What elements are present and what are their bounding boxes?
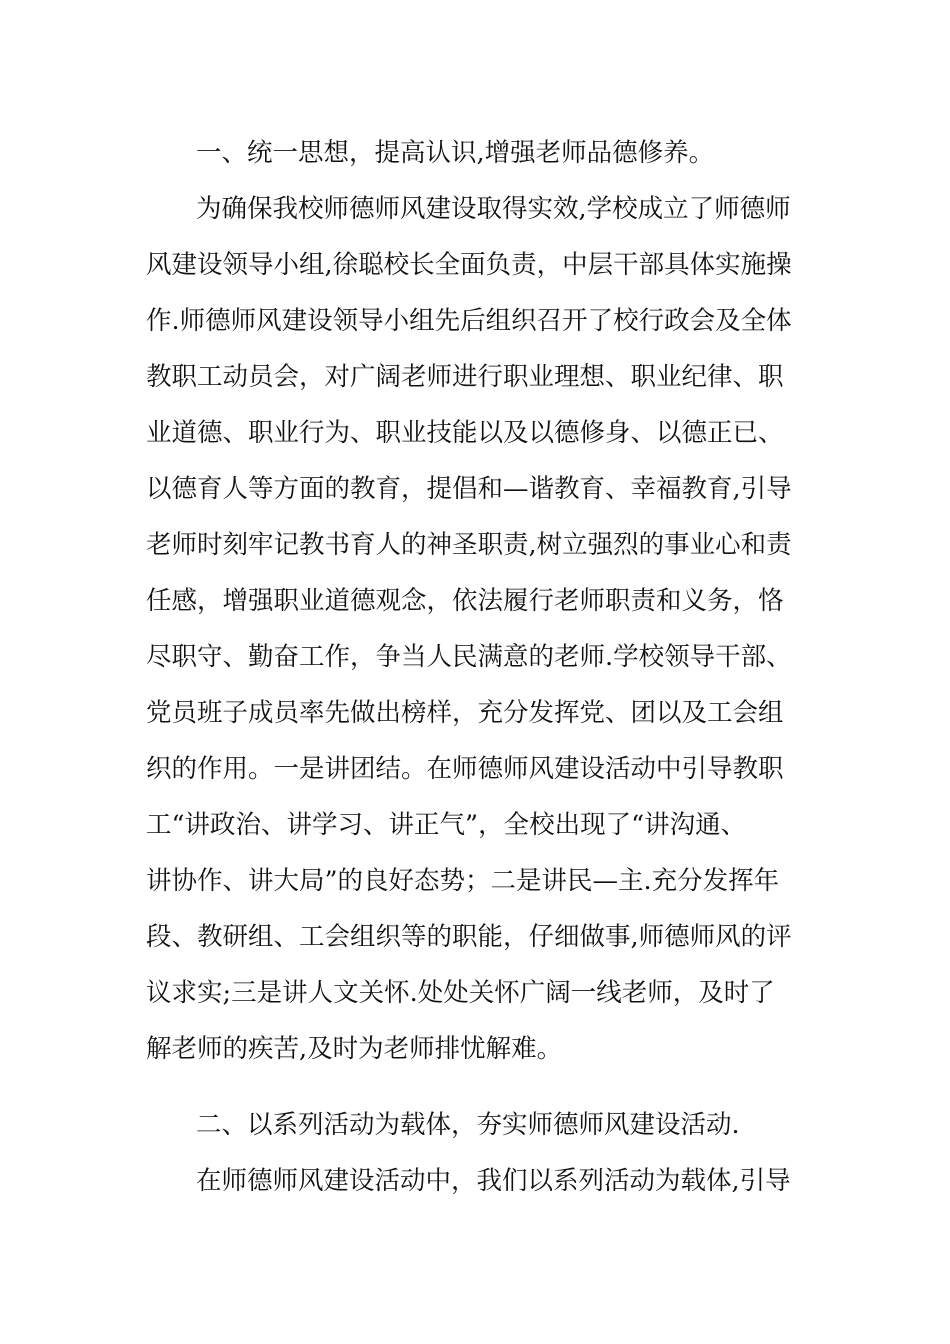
paragraph-line: 业道德、职业行为、职业技能以及以德修身、以德正已、 xyxy=(146,418,784,448)
paragraph-line: 尽职守、勤奋工作，争当人民满意的老师.学校领导干部、 xyxy=(146,642,792,672)
paragraph-line: 工“讲政治、讲学习、讲正气”，全校出现了“讲沟通、 xyxy=(146,810,747,840)
section-heading-1: 一、统一思想，提高认识,增强老师品德修养。 xyxy=(196,138,715,168)
paragraph-line: 段、教研组、工会组织等的职能，仔细做事,师德师风的评 xyxy=(146,922,792,952)
paragraph-line: 任感，增强职业道德观念，依法履行老师职责和义务，恪 xyxy=(146,586,784,616)
paragraph-line: 议求实;三是讲人文关怀.处处关怀广阔一线老师，及时了 xyxy=(146,978,775,1008)
paragraph-line: 以德育人等方面的教育，提倡和—谐教育、幸福教育,引导 xyxy=(146,474,792,504)
section-heading-2: 二、以系列活动为载体，夯实师德师风建设活动. xyxy=(196,1110,740,1140)
paragraph-line: 风建设领导小组,徐聪校长全面负责，中层干部具体实施操 xyxy=(146,250,792,280)
paragraph-line: 在师德师风建设活动中，我们以系列活动为载体,引导 xyxy=(196,1166,791,1196)
paragraph-line: 作.师德师风建设领导小组先后组织召开了校行政会及全体 xyxy=(146,306,792,336)
paragraph-line: 教职工动员会，对广阔老师进行职业理想、职业纪律、职 xyxy=(146,362,784,392)
paragraph-line: 讲协作、讲大局”的良好态势；二是讲民—主.充分发挥年 xyxy=(146,866,780,896)
paragraph-line: 老师时刻牢记教书育人的神圣职责,树立强烈的事业心和责 xyxy=(146,530,792,560)
paragraph-line: 织的作用。一是讲团结。在师德师风建设活动中引导教职 xyxy=(146,754,784,784)
paragraph-line: 党员班子成员率先做出榜样，充分发挥党、团以及工会组 xyxy=(146,698,784,728)
paragraph-line: 解老师的疾苦,及时为老师排忧解难。 xyxy=(146,1034,563,1064)
paragraph-line: 为确保我校师德师风建设取得实效,学校成立了师德师 xyxy=(196,194,791,224)
